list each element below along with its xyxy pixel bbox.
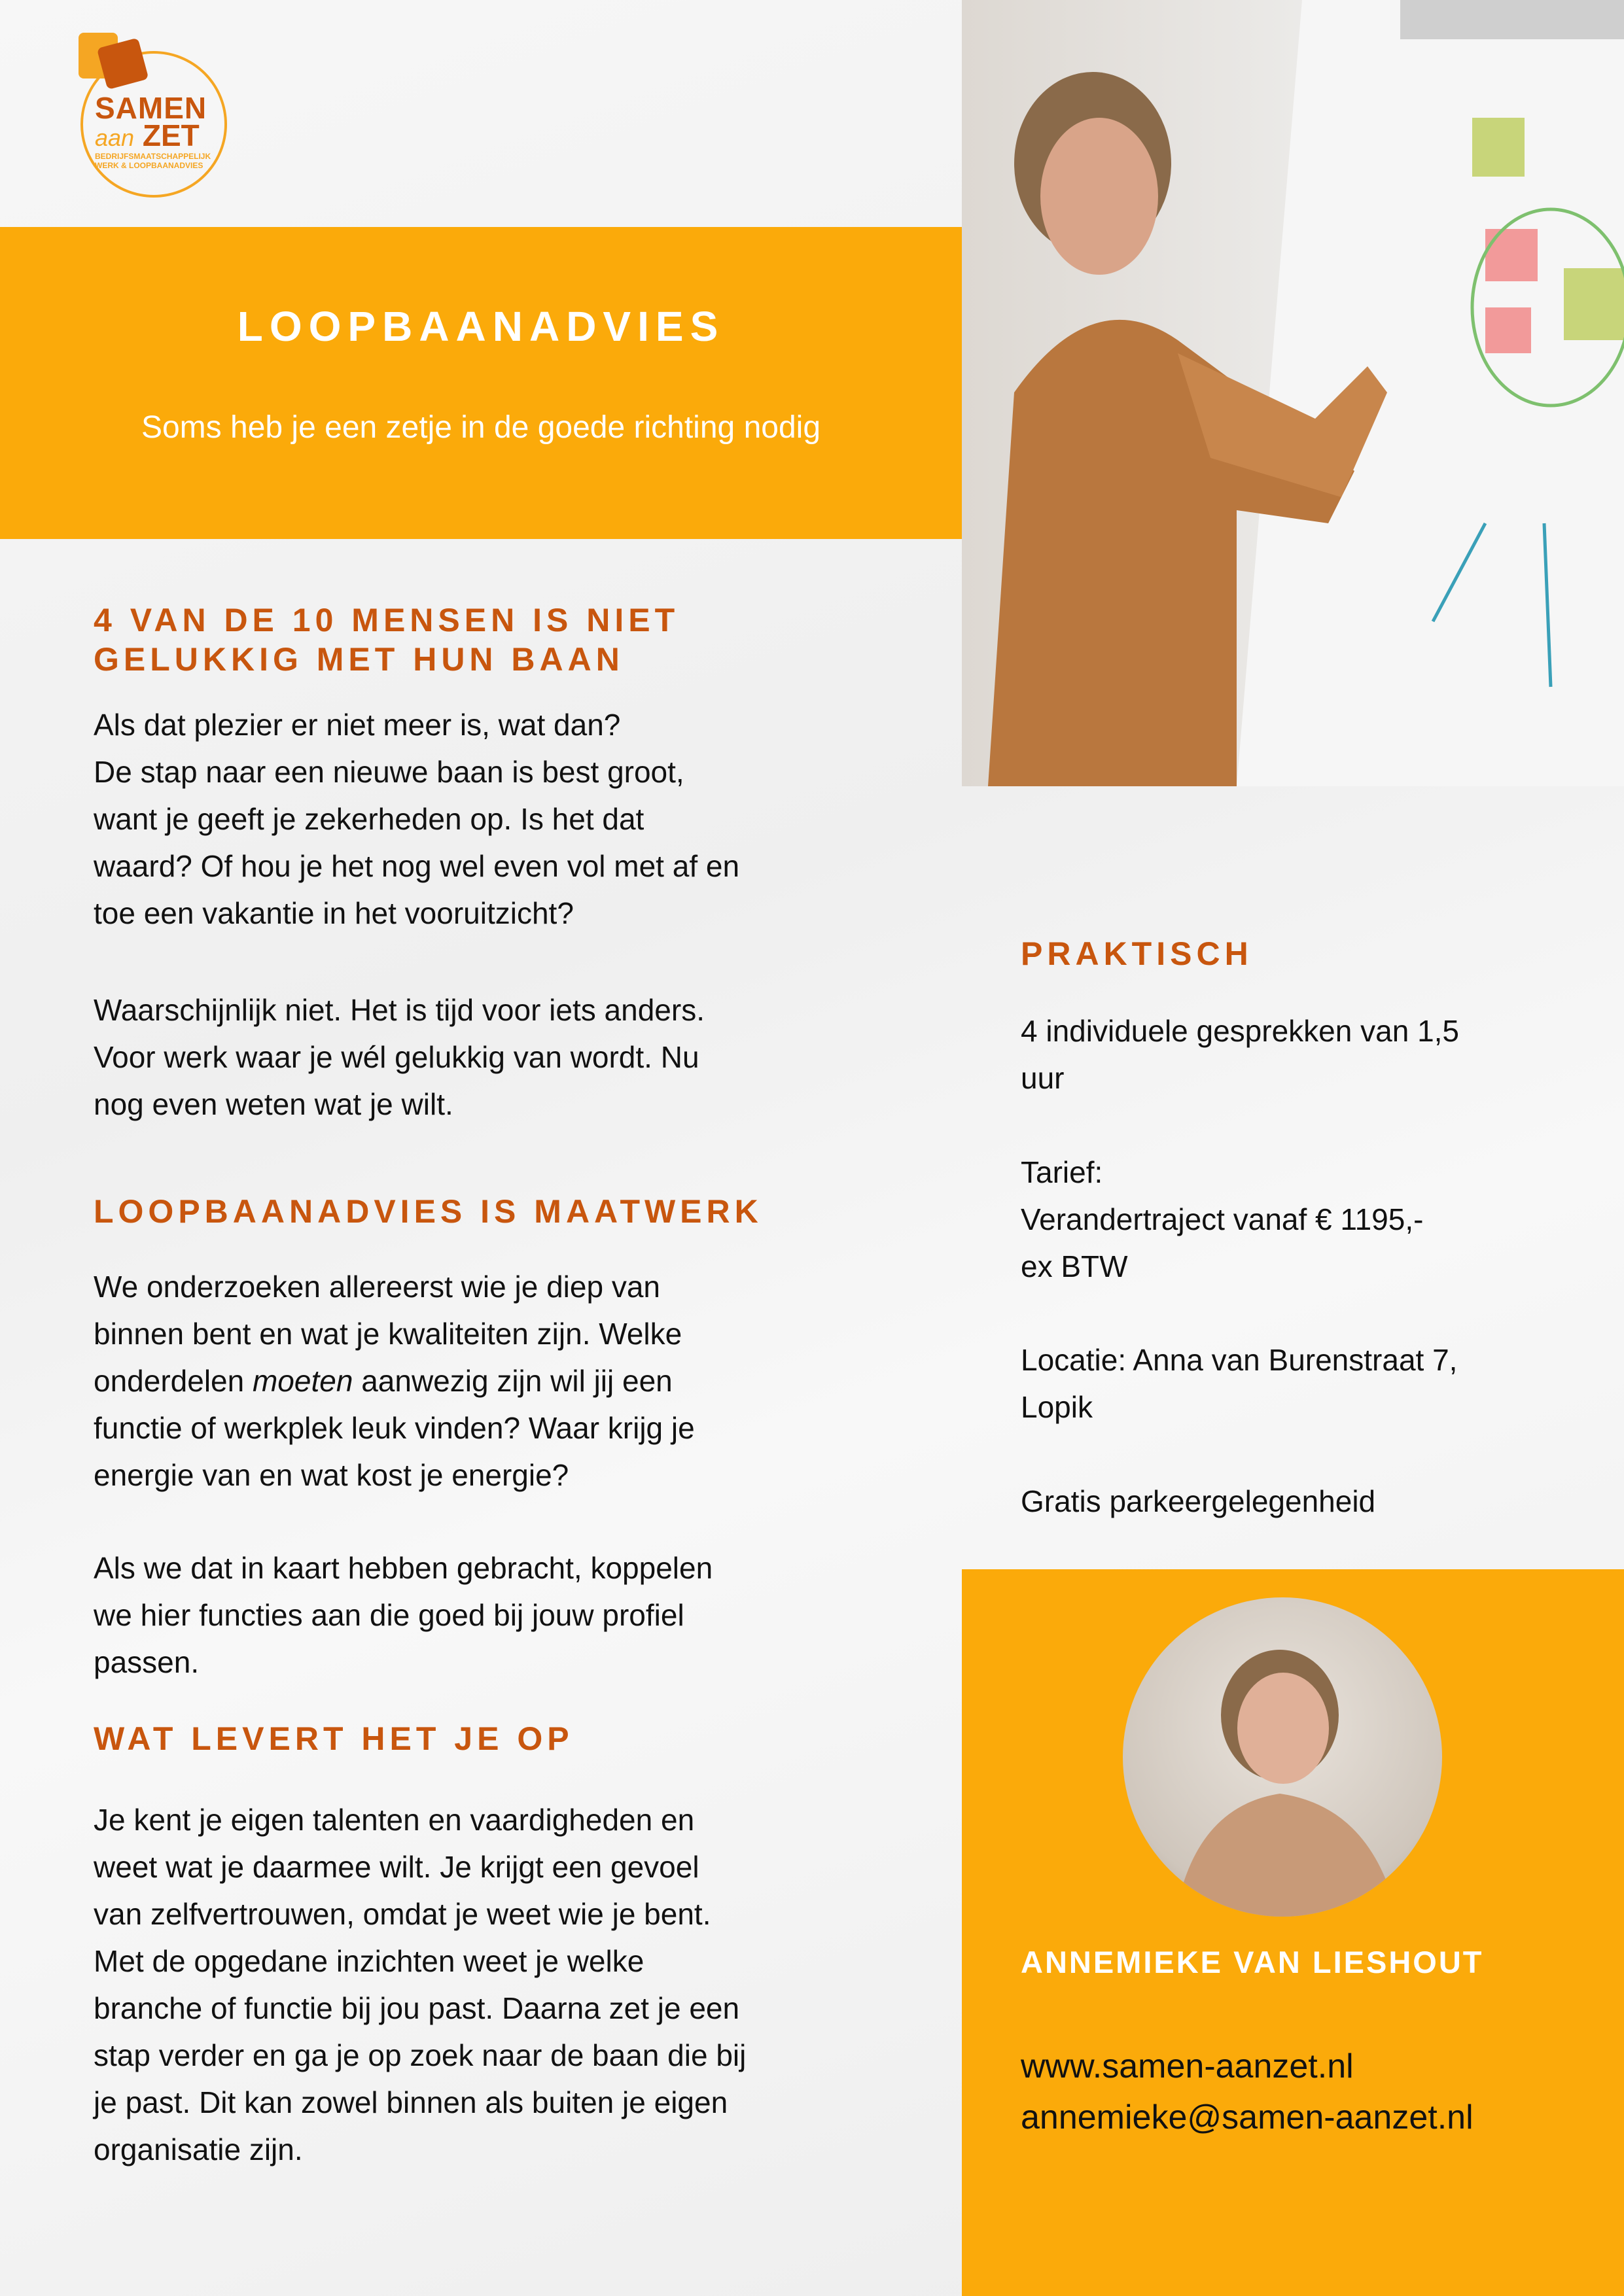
email-link[interactable]: annemieke@samen-aanzet.nl	[1021, 2098, 1474, 2136]
page-title: LOOPBAANADVIES	[237, 303, 725, 350]
logo-text: SAMEN	[95, 91, 207, 125]
section-paragraph: Als we dat in kaart hebben gebracht, koppelen we hier functies aan die goed bij jouw profiel passen.	[94, 1551, 713, 1679]
section-paragraph: Je kent je eigen talenten en vaardigheden en weet wat je daarmee wilt. Je krijgt een gevoel van zelfvertrouwen, omdat je weet wie je bent. Met de opgedane inzichten weet je welke branche of functie bij jou past. Daarna zet je een stap verder en ga je op zoek naar de baan die bij je past. Dit kan zowel binnen als buiten je eigen organisatie zijn.	[94, 1803, 747, 2166]
text: We onderzoeken allereerst wie je diep van binnen bent en wat je kwaliteiten zijn. Welke onderdelen	[94, 1270, 682, 1398]
text: aanwezig zijn wil jij een functie of werkplek leuk vinden? Waar krijg je energie van en wat kost je energie?	[94, 1364, 695, 1492]
logo	[69, 26, 239, 203]
coach-flipchart-photo	[962, 0, 1624, 786]
section-heading: LOOPBAANADVIES IS MAATWERK	[94, 1193, 763, 1230]
praktisch-heading: PRAKTISCH	[1021, 935, 1253, 972]
logo-tagline: BEDRIJFSMAATSCHAPPELIJK	[95, 152, 211, 161]
praktisch-item: Tarief: Verandertraject vanaf € 1195,- ex BTW	[1021, 1155, 1424, 1283]
header-band	[0, 227, 962, 539]
contact-details	[1021, 2041, 1474, 2143]
praktisch-item: Locatie: Anna van Burenstraat 7, Lopik	[1021, 1343, 1458, 1424]
contact-name: ANNEMIEKE VAN LIESHOUT	[1021, 1945, 1484, 1979]
section-paragraph: Waarschijnlijk niet. Het is tijd voor iets anders. Voor werk waar je wél gelukkig van wordt. Nu nog even weten wat je wilt.	[94, 993, 705, 1121]
section-heading: WAT LEVERT HET JE OP	[94, 1720, 574, 1757]
logo-text-zet: ZET	[142, 118, 200, 152]
page-subtitle: Soms heb je een zetje in de goede richting nodig	[141, 410, 821, 445]
logo-text-aan: aan	[95, 124, 135, 151]
section-heading: 4 VAN DE 10 MENSEN IS NIET GELUKKIG MET HUN BAAN	[94, 602, 680, 678]
section-paragraph: Als dat plezier er niet meer is, wat dan? De stap naar een nieuwe baan is best groot, want je geeft je zekerheden op. Is het dat waard? Of hou je het nog wel even vol met af en toe een vakantie in het vooruitzicht?	[94, 708, 740, 930]
portrait-photo	[1123, 1597, 1442, 1917]
praktisch-item: 4 individuele gesprekken van 1,5 uur	[1021, 1014, 1460, 1095]
section-paragraph	[94, 1263, 695, 1499]
emphasis-text: moeten	[252, 1364, 353, 1398]
praktisch-item: Gratis parkeergelegenheid	[1021, 1484, 1376, 1518]
logo-tagline: WERK & LOOPBAANADVIES	[95, 161, 203, 170]
website-link[interactable]: www.samen-aanzet.nl	[1021, 2047, 1354, 2085]
